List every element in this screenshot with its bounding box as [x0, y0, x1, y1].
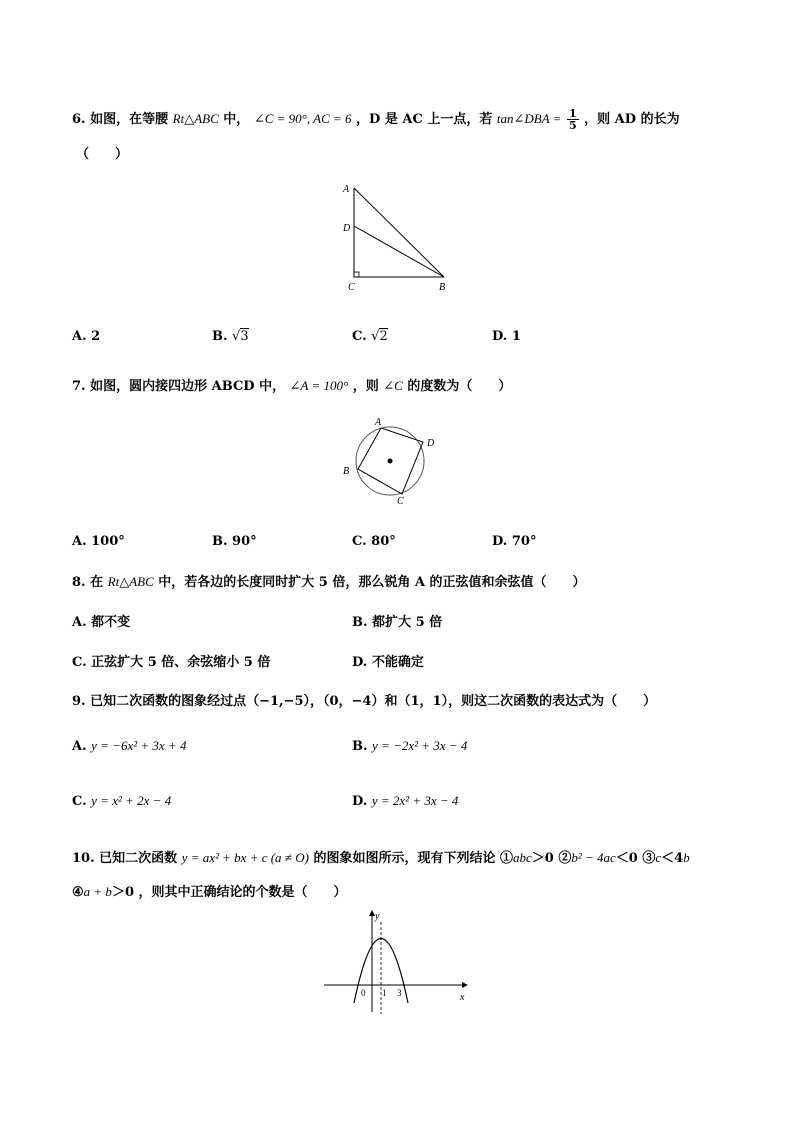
q6-label-C: C	[348, 282, 355, 293]
q8-option-b[interactable]: B. 都扩大 5 倍	[352, 615, 443, 630]
q10-label-three: 3	[397, 988, 402, 998]
sqrt-icon: √2	[371, 329, 388, 344]
q6-option-c-label: C.	[352, 329, 372, 344]
q7-stem-d: ∠C	[383, 378, 403, 393]
q9-option-b-label: B.	[352, 739, 373, 754]
q7-option-c[interactable]: C. 80°	[352, 534, 396, 549]
q9-option-c-label: C.	[72, 794, 92, 809]
q7-stem	[72, 375, 511, 394]
q8-stem-b: Rt△ABC	[107, 574, 154, 589]
q10-parabola-figure	[320, 908, 470, 1018]
q6-stem-line2: （ ）	[76, 147, 129, 162]
q6-stem-g: ，则 AD 的长为	[584, 112, 680, 127]
q10-stem-line2-a: ④	[72, 885, 84, 900]
q10-label-y: y	[375, 911, 380, 922]
q6-stem-f: tan∠DBA =	[496, 111, 562, 126]
q6-label-B: B	[439, 282, 446, 293]
q6-option-c-radicand: 2	[379, 329, 388, 344]
q7-label-C: C	[397, 496, 404, 507]
q10-stem-line2	[72, 881, 347, 900]
q7-stem-a: 7. 如图，圆内接四边形 ABCD 中，	[72, 379, 286, 394]
q10-label-one: 1	[382, 988, 387, 998]
q7-label-D: D	[427, 438, 435, 449]
q8-stem-a: 8. 在	[72, 575, 104, 590]
q6-fraction-den: 5	[568, 119, 577, 132]
q10-stem-a: 10. 已知二次函数	[72, 851, 178, 866]
q10-stem-b: y = ax² + bx + c (a ≠ O)	[181, 850, 309, 865]
q9-option-c[interactable]	[72, 793, 171, 809]
q6-stem-a: 6. 如图，在等腰	[72, 112, 169, 127]
q7-label-B: B	[343, 466, 350, 477]
q8-option-c[interactable]: C. 正弦扩大 5 倍、余弦缩小 5 倍	[72, 655, 271, 670]
q6-triangle-figure	[340, 180, 455, 295]
q9-option-b-expr: y = −2x² + 3x − 4	[372, 738, 468, 753]
q9-stem: 9. 已知二次函数的图象经过点（−1,−5），（0，−4）和（1，1），则这二次函数的表达式为（ ）	[72, 694, 657, 709]
q6-fraction	[567, 108, 579, 131]
q7-circle-figure	[340, 412, 440, 507]
q10-stem-line2-c: ＞0 ，则其中正确结论的个数是（ ）	[111, 885, 347, 900]
q10-stem-c: 的图象如图所示，现有下列结论 ①	[313, 851, 513, 866]
q9-option-b[interactable]	[352, 738, 467, 754]
q8-stem-c: 中，若各边的长度同时扩大 5 倍，那么锐角 A 的正弦值和余弦值（ ）	[158, 575, 586, 590]
q6-option-a[interactable]: A. 2	[72, 329, 101, 344]
q6-option-c[interactable]	[352, 329, 388, 344]
q6-stem-e: ，D 是 AC 上一点，若	[356, 112, 493, 127]
q6-stem-line1	[72, 108, 680, 131]
q8-option-d[interactable]: D. 不能确定	[352, 655, 424, 670]
q9-option-a-expr: y = −6x² + 3x + 4	[91, 738, 187, 753]
q6-stem-b: Rt△ABC	[172, 111, 219, 126]
q6-stem-c: 中，	[223, 112, 250, 127]
q7-stem-c: ，则	[352, 379, 379, 394]
q6-label-D: D	[343, 223, 351, 234]
q6-stem-d: ∠C = 90°, AC = 6	[253, 111, 352, 126]
q10-stem-i: ＜4	[661, 851, 684, 866]
q10-label-x: x	[460, 992, 465, 1003]
q10-stem-line1	[72, 847, 690, 866]
q7-label-A: A	[375, 417, 382, 428]
q7-option-d[interactable]: D. 70°	[492, 534, 537, 549]
q8-stem	[72, 571, 586, 590]
q9-option-a[interactable]	[72, 738, 186, 754]
q10-label-zero: 0	[361, 988, 366, 998]
q10-stem-d: abc	[512, 850, 532, 865]
q9-option-d[interactable]	[352, 793, 458, 809]
q6-label-A: A	[343, 184, 350, 195]
q7-stem-e: 的度数为（ ）	[407, 379, 512, 394]
q9-option-d-label: D.	[352, 794, 372, 809]
q10-stem-g: ＜0 ③	[615, 851, 656, 866]
q10-stem-e: ＞0 ②	[531, 851, 572, 866]
q10-stem-j: b	[683, 850, 690, 865]
q10-stem-f: b² − 4ac	[571, 850, 616, 865]
q9-option-a-label: A.	[72, 739, 92, 754]
q7-stem-b: ∠A = 100°	[289, 378, 349, 393]
q6-option-d[interactable]: D. 1	[492, 329, 521, 344]
q10-stem-h: c	[655, 850, 662, 865]
q6-fraction-num: 1	[568, 107, 577, 120]
q6-option-b-radicand: 3	[240, 329, 249, 344]
q7-option-a[interactable]: A. 100°	[72, 534, 125, 549]
q10-stem-line2-b: a + b	[83, 884, 112, 899]
q9-option-d-expr: y = 2x² + 3x − 4	[371, 793, 459, 808]
q9-option-c-expr: y = x² + 2x − 4	[91, 793, 172, 808]
q7-option-b[interactable]: B. 90°	[212, 534, 257, 549]
q6-option-b-label: B.	[212, 329, 233, 344]
q6-option-b[interactable]	[212, 329, 249, 344]
sqrt-icon: √3	[232, 329, 249, 344]
q8-option-a[interactable]: A. 都不变	[72, 615, 131, 630]
